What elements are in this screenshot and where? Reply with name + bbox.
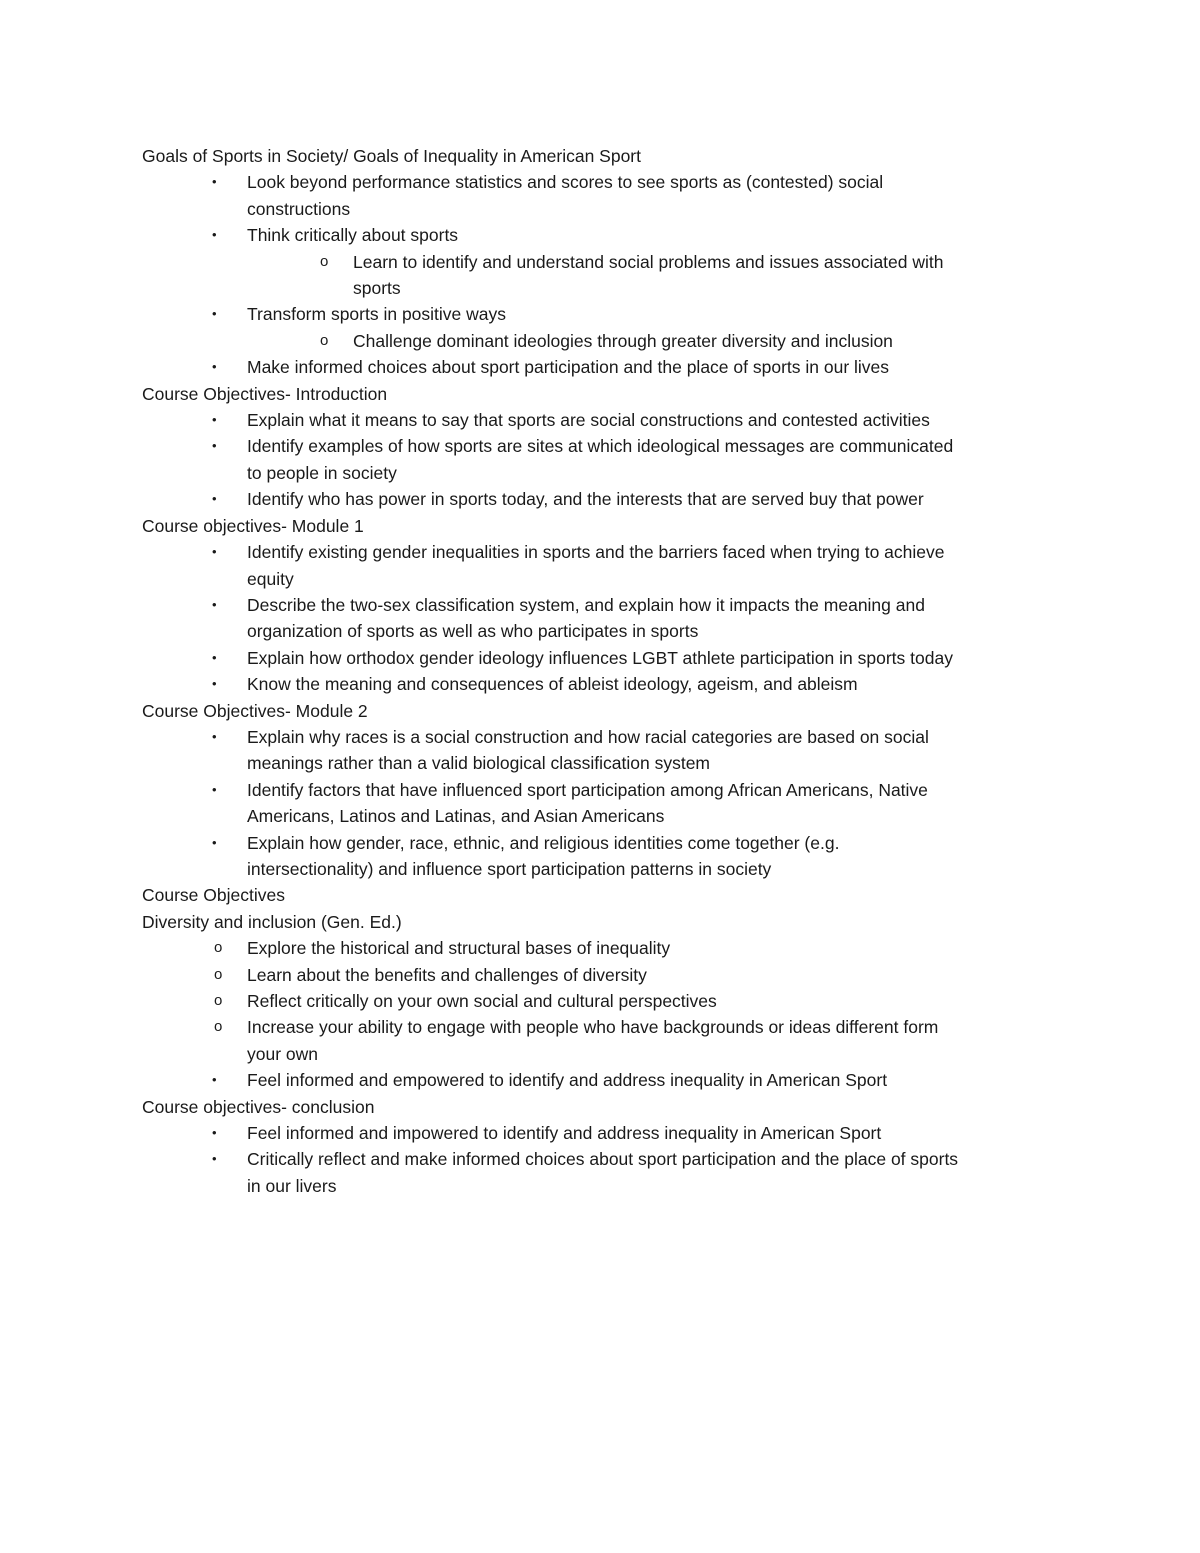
list-item bbox=[142, 1120, 1072, 1146]
list-item-text: Identify who has power in sports today, and the interests that are served buy that power bbox=[247, 489, 924, 510]
list-item bbox=[142, 962, 1072, 988]
list-item bbox=[142, 486, 1072, 512]
list-item bbox=[142, 592, 1072, 618]
list-item bbox=[142, 830, 1072, 856]
list-item-text: in our livers bbox=[247, 1175, 337, 1196]
list-item-text: Explain why races is a social construction and how racial categories are based on social bbox=[247, 726, 929, 747]
list-item-continuation bbox=[142, 460, 1072, 486]
circle-bullet-icon: o bbox=[320, 331, 329, 349]
list-item-text: Think critically about sports bbox=[247, 225, 459, 246]
bullet-icon: • bbox=[212, 412, 217, 428]
list-item-text: to people in society bbox=[247, 462, 397, 483]
list-item-text: Identify existing gender inequalities in sports and the barriers faced when trying to achieve bbox=[247, 542, 945, 563]
list-item-text: Challenge dominant ideologies through greater diversity and inclusion bbox=[353, 330, 893, 351]
list-item bbox=[142, 724, 1072, 750]
bullet-icon: • bbox=[212, 306, 217, 322]
list-item-text: Describe the two-sex classification system, and explain how it impacts the meaning and bbox=[247, 594, 925, 615]
bullet-icon: • bbox=[212, 781, 217, 797]
section-heading: Diversity and inclusion (Gen. Ed.) bbox=[142, 911, 402, 932]
list-item-text: Learn to identify and understand social problems and issues associated with bbox=[353, 251, 944, 272]
list-item bbox=[142, 1067, 1072, 1093]
circle-bullet-icon: o bbox=[214, 965, 223, 983]
list-item-text: Identify factors that have influenced sport participation among African Americans, Native bbox=[247, 779, 928, 800]
list-item-text: sports bbox=[353, 278, 401, 299]
bullet-icon: • bbox=[212, 491, 217, 507]
section-heading: Goals of Sports in Society/ Goals of Inequality in American Sport bbox=[142, 146, 641, 166]
section-heading: Course objectives- Module 1 bbox=[142, 515, 364, 536]
bullet-icon: • bbox=[212, 676, 217, 692]
list-item-continuation bbox=[142, 275, 1072, 301]
document-body bbox=[142, 143, 1072, 1199]
list-item bbox=[142, 539, 1072, 565]
circle-bullet-icon: o bbox=[214, 939, 223, 957]
list-item-text: Learn about the benefits and challenges of diversity bbox=[247, 964, 647, 985]
list-item bbox=[142, 935, 1072, 961]
list-item-text: intersectionality) and influence sport participation patterns in society bbox=[247, 858, 772, 879]
list-item bbox=[142, 301, 1072, 327]
list-item-continuation bbox=[142, 1041, 1072, 1067]
bullet-icon: • bbox=[212, 544, 217, 560]
list-item-continuation bbox=[142, 618, 1072, 644]
list-item-text: Feel informed and impowered to identify and address inequality in American Sport bbox=[247, 1123, 882, 1144]
list-item-text: Transform sports in positive ways bbox=[247, 304, 507, 325]
section-heading: Course Objectives bbox=[142, 885, 285, 906]
bullet-icon: • bbox=[212, 834, 217, 850]
list-item bbox=[142, 671, 1072, 697]
list-item-text: constructions bbox=[247, 198, 351, 219]
bullet-icon: • bbox=[212, 728, 217, 744]
bullet-icon: • bbox=[212, 596, 217, 612]
list-item-continuation bbox=[142, 856, 1072, 882]
list-item-text: Feel informed and empowered to identify and address inequality in American Sport bbox=[247, 1070, 888, 1091]
bullet-icon: • bbox=[212, 438, 217, 454]
list-item bbox=[142, 777, 1072, 803]
list-item bbox=[142, 407, 1072, 433]
list-item bbox=[142, 1146, 1072, 1172]
list-item bbox=[142, 249, 1072, 275]
list-item-text: Critically reflect and make informed choices about sport participation and the place of sports bbox=[247, 1149, 959, 1170]
bullet-icon: • bbox=[212, 1072, 217, 1088]
bullet-icon: • bbox=[212, 174, 217, 190]
list-item-continuation bbox=[142, 1173, 1072, 1199]
list-item bbox=[142, 988, 1072, 1014]
list-item bbox=[142, 1014, 1072, 1040]
bullet-icon: • bbox=[212, 1151, 217, 1167]
circle-bullet-icon: o bbox=[214, 1018, 223, 1036]
list-item-continuation bbox=[142, 566, 1072, 592]
list-item-text: Increase your ability to engage with people who have backgrounds or ideas different form bbox=[247, 1017, 939, 1038]
section-heading: Course Objectives- Module 2 bbox=[142, 700, 368, 721]
list-item-text: Reflect critically on your own social and cultural perspectives bbox=[247, 991, 717, 1011]
list-item-continuation bbox=[142, 750, 1072, 776]
list-item-text: Explain how orthodox gender ideology influences LGBT athlete participation in sports today bbox=[247, 647, 953, 668]
bullet-icon: • bbox=[212, 649, 217, 665]
list-item-text: Identify examples of how sports are sites at which ideological messages are communicated bbox=[247, 436, 954, 457]
list-item-text: your own bbox=[247, 1043, 319, 1064]
list-item-continuation bbox=[142, 803, 1072, 829]
list-item-continuation bbox=[142, 196, 1072, 222]
list-item-text: Explain how gender, race, ethnic, and religious identities come together (e.g. bbox=[247, 832, 840, 853]
list-item bbox=[142, 433, 1072, 459]
list-item-text: Americans, Latinos and Latinas, and Asian Americans bbox=[247, 806, 665, 827]
list-item-text: organization of sports as well as who participates in sports bbox=[247, 621, 699, 642]
list-item-text: Make informed choices about sport participation and the place of sports in our lives bbox=[247, 357, 890, 378]
list-item-text: meanings rather than a valid biological classification system bbox=[247, 753, 711, 774]
list-item-text: Explain what it means to say that sports are social constructions and contested activities bbox=[247, 410, 930, 431]
list-item bbox=[142, 222, 1072, 248]
section-heading: Course objectives- conclusion bbox=[142, 1096, 375, 1117]
list-item-text: Explore the historical and structural bases of inequality bbox=[247, 938, 671, 959]
bullet-icon: • bbox=[212, 359, 217, 375]
list-item bbox=[142, 354, 1072, 380]
list-item-text: equity bbox=[247, 568, 294, 589]
bullet-icon: • bbox=[212, 227, 217, 243]
list-item bbox=[142, 169, 1072, 195]
list-item bbox=[142, 645, 1072, 671]
list-item-text: Look beyond performance statistics and scores to see sports as (contested) social bbox=[247, 172, 884, 193]
section-heading: Course Objectives- Introduction bbox=[142, 383, 388, 404]
list-item bbox=[142, 328, 1072, 354]
circle-bullet-icon: o bbox=[320, 252, 329, 270]
circle-bullet-icon: o bbox=[214, 992, 223, 1009]
bullet-icon: • bbox=[212, 1125, 217, 1141]
list-item-text: Know the meaning and consequences of ableist ideology, ageism, and ableism bbox=[247, 674, 858, 695]
